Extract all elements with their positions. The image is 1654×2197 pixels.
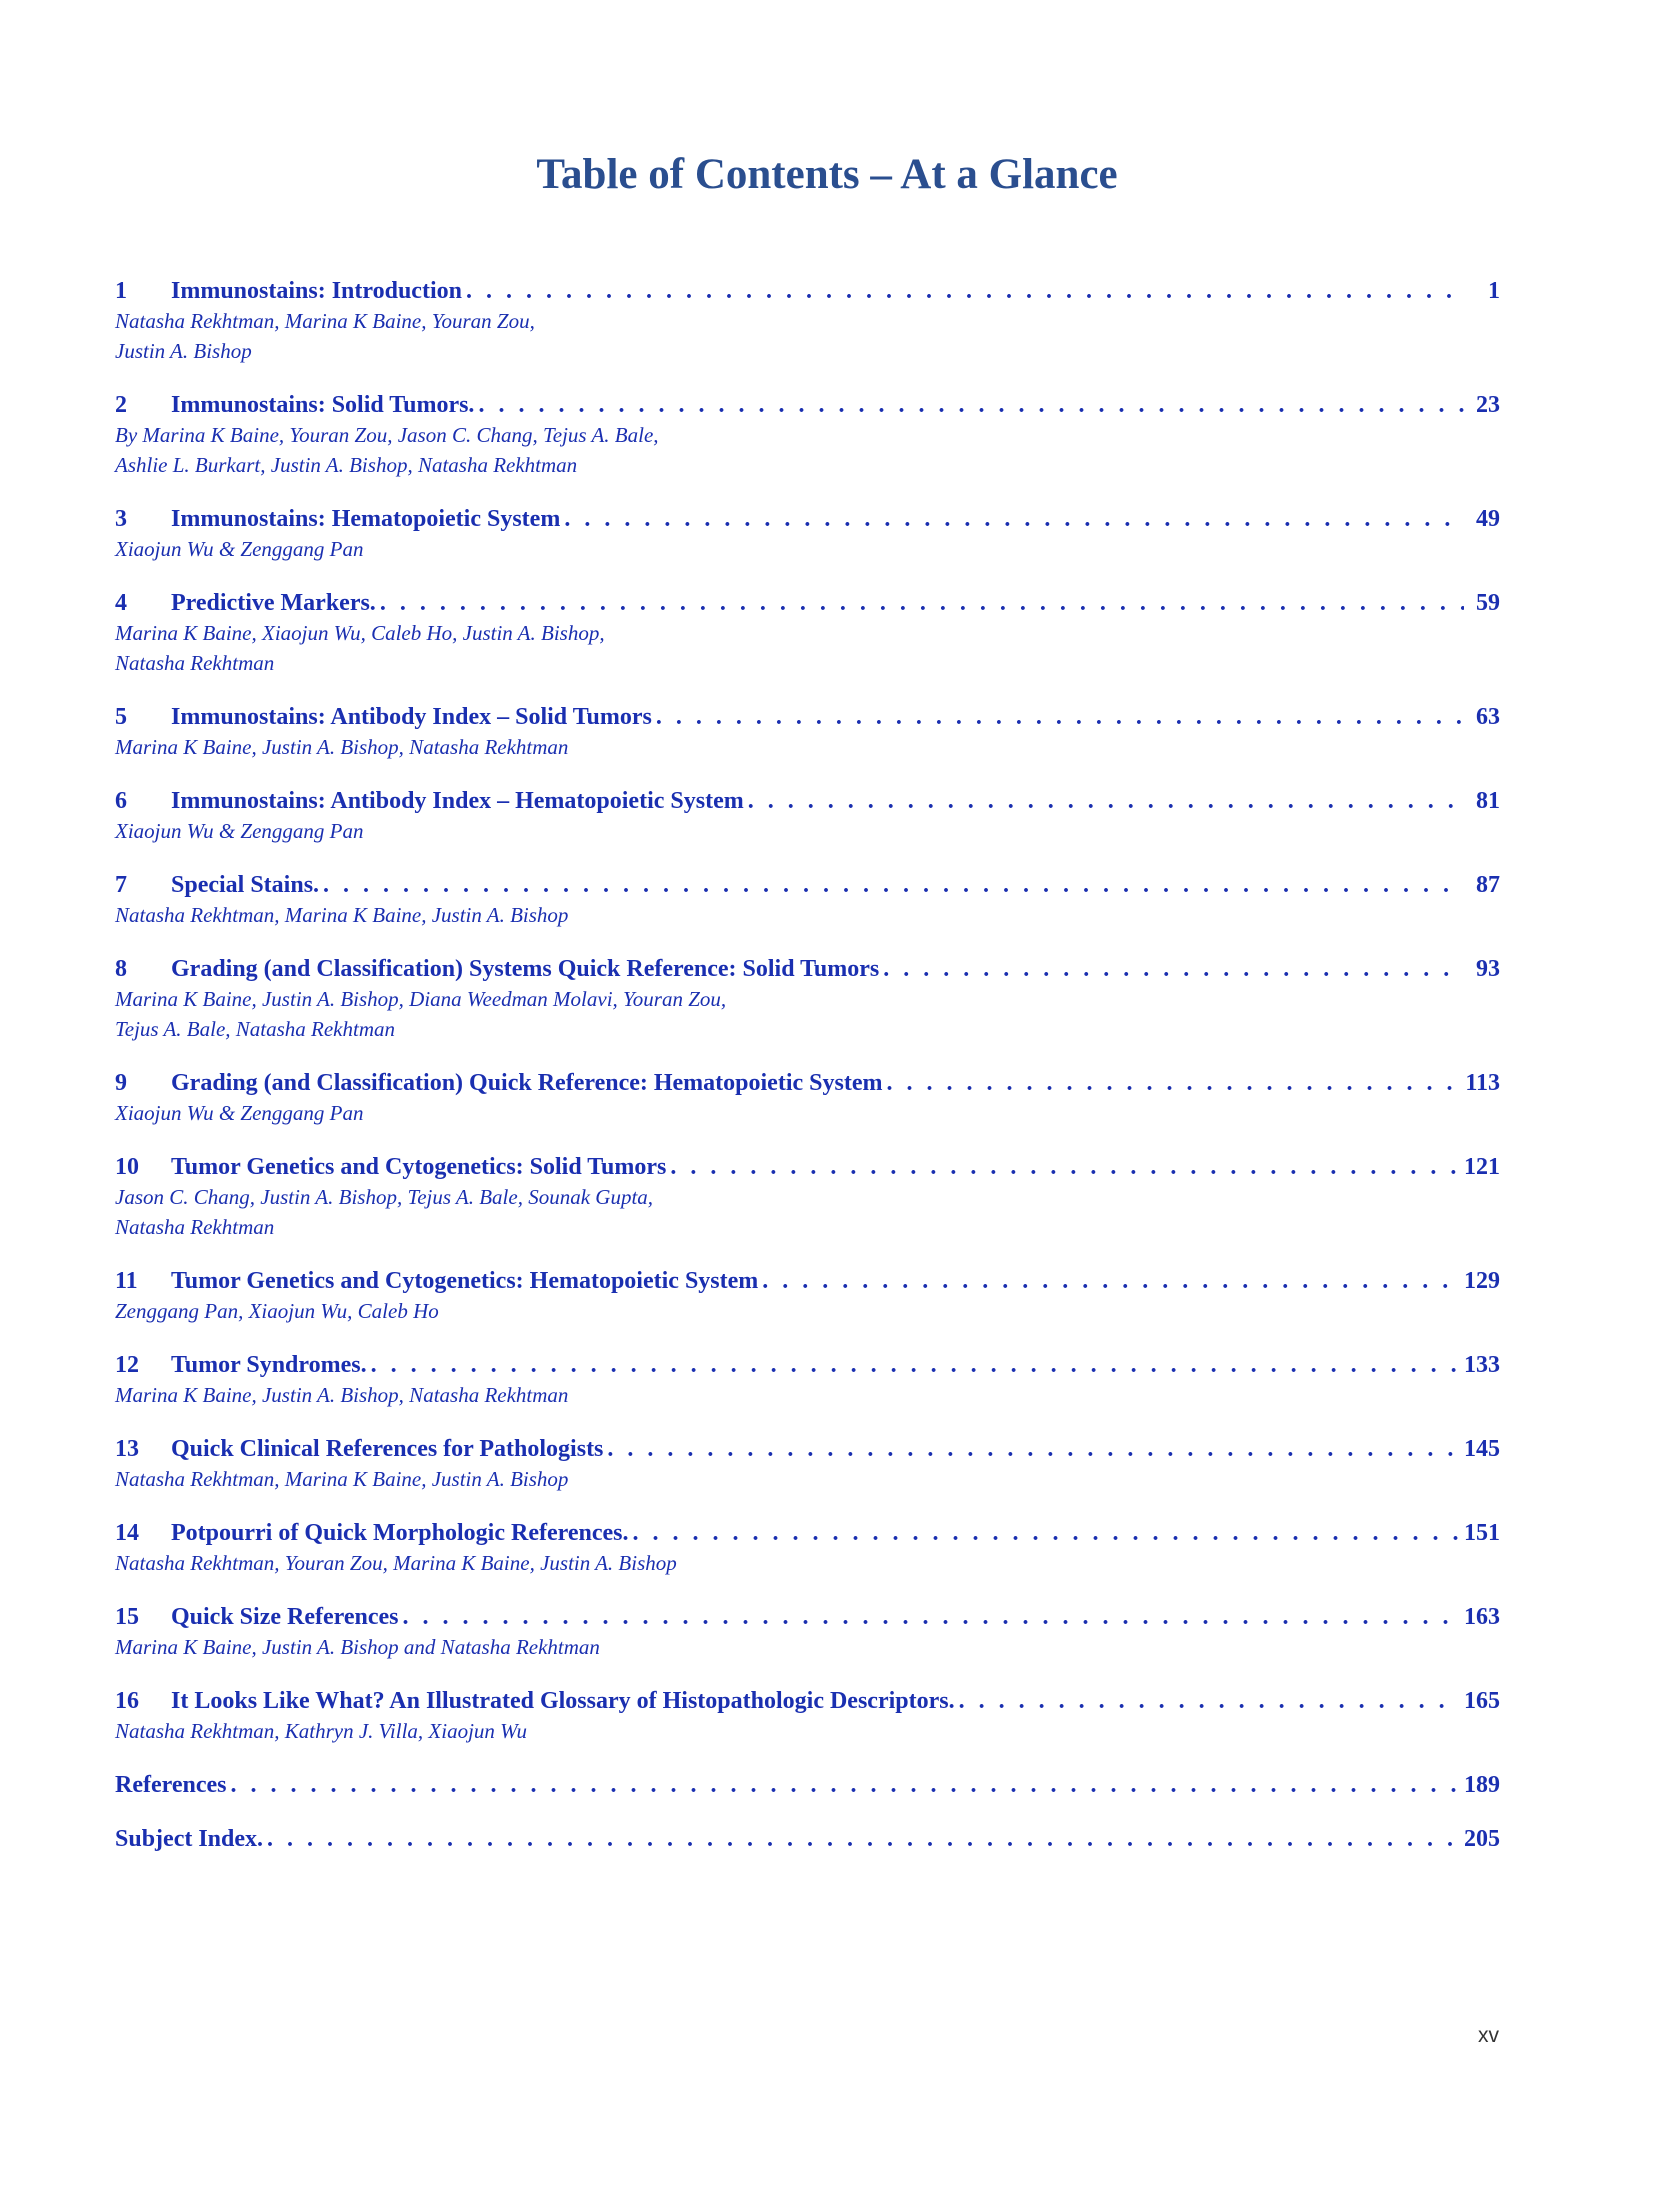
page-title: Table of Contents – At a Glance xyxy=(536,151,1118,198)
page-number[interactable]: 165 xyxy=(1464,1688,1500,1714)
dot-leader xyxy=(748,786,1464,816)
chapter-authors: Marina K Baine, Xiaojun Wu, Caleb Ho, Justin A. Bishop, Natasha Rekhtman xyxy=(115,621,605,675)
toc-entry[interactable] xyxy=(115,1518,1500,1578)
chapter-title[interactable]: Immunostains: Antibody Index – Solid Tumors xyxy=(171,704,652,730)
chapter-title[interactable]: Tumor Genetics and Cytogenetics: Hematopoietic System xyxy=(171,1268,759,1294)
chapter-authors: Natasha Rekhtman, Youran Zou, Marina K Baine, Justin A. Bishop xyxy=(115,1551,677,1575)
chapter-number: 13 xyxy=(115,1436,139,1462)
toc-entry[interactable] xyxy=(115,504,1500,564)
dot-leader xyxy=(883,954,1464,984)
chapter-authors: Xiaojun Wu & Zenggang Pan xyxy=(115,1101,364,1125)
chapter-authors: Marina K Baine, Justin A. Bishop and Natasha Rekhtman xyxy=(115,1635,600,1659)
toc-heading[interactable] xyxy=(115,1518,1500,1548)
dot-leader xyxy=(959,1686,1458,1716)
chapter-title[interactable]: Quick Clinical References for Pathologists xyxy=(171,1436,604,1462)
chapter-authors: Marina K Baine, Justin A. Bishop, Natasha Rekhtman xyxy=(115,1383,569,1407)
chapter-authors: Natasha Rekhtman, Kathryn J. Villa, Xiaojun Wu xyxy=(115,1719,527,1743)
chapter-title[interactable]: Immunostains: Solid Tumors. xyxy=(171,392,475,418)
toc-entry[interactable] xyxy=(115,276,1500,366)
dot-leader xyxy=(267,1824,1458,1854)
toc-heading[interactable] xyxy=(115,1152,1500,1182)
page-number[interactable]: 23 xyxy=(1476,392,1500,418)
toc-entry[interactable] xyxy=(115,1266,1500,1326)
chapter-number: 9 xyxy=(115,1070,127,1096)
chapter-authors: Marina K Baine, Justin A. Bishop, Natasha Rekhtman xyxy=(115,735,569,759)
chapter-authors: Xiaojun Wu & Zenggang Pan xyxy=(115,537,364,561)
dot-leader xyxy=(632,1518,1458,1548)
toc-heading[interactable] xyxy=(115,588,1500,618)
page-number[interactable]: 87 xyxy=(1476,872,1500,898)
toc-heading[interactable] xyxy=(115,276,1500,306)
dot-leader xyxy=(478,390,1464,420)
chapter-number: 12 xyxy=(115,1352,139,1378)
toc-entry[interactable] xyxy=(115,588,1500,678)
dot-leader xyxy=(607,1434,1458,1464)
page-number[interactable]: 151 xyxy=(1464,1520,1500,1546)
chapter-title[interactable]: Tumor Syndromes. xyxy=(171,1352,367,1378)
toc-heading[interactable] xyxy=(115,954,1500,984)
toc-heading[interactable] xyxy=(115,1434,1500,1464)
chapter-number: 7 xyxy=(115,872,127,898)
toc-entry-references[interactable] xyxy=(115,1770,1500,1800)
chapter-title[interactable]: Tumor Genetics and Cytogenetics: Solid Tumors xyxy=(171,1154,667,1180)
page-number[interactable]: 113 xyxy=(1465,1070,1500,1096)
dot-leader xyxy=(323,870,1464,900)
page-number[interactable]: 1 xyxy=(1488,278,1500,304)
chapter-number: 3 xyxy=(115,506,127,532)
dot-leader xyxy=(380,588,1464,618)
toc-entry[interactable] xyxy=(115,1152,1500,1242)
toc-heading[interactable] xyxy=(115,1770,1500,1800)
chapter-title[interactable]: Immunostains: Introduction xyxy=(171,278,462,304)
toc-heading[interactable] xyxy=(115,504,1500,534)
chapter-authors: By Marina K Baine, Youran Zou, Jason C. Chang, Tejus A. Bale, Ashlie L. Burkart, Justin A. Bishop, Natasha Rekhtman xyxy=(115,423,659,477)
chapter-title[interactable]: Immunostains: Hematopoietic System xyxy=(171,506,561,532)
dot-leader xyxy=(564,504,1464,534)
toc-entry-subject-index[interactable] xyxy=(115,1824,1500,1854)
dot-leader xyxy=(886,1068,1459,1098)
toc-heading[interactable] xyxy=(115,1602,1500,1632)
toc-entry[interactable] xyxy=(115,954,1500,1044)
page-number[interactable]: 121 xyxy=(1464,1154,1500,1180)
chapter-number: 2 xyxy=(115,392,127,418)
toc-heading[interactable] xyxy=(115,702,1500,732)
subject-index-title[interactable]: Subject Index. xyxy=(115,1826,264,1852)
chapter-title[interactable]: It Looks Like What? An Illustrated Glossary of Histopathologic Descriptors. xyxy=(171,1688,955,1714)
toc-entry[interactable] xyxy=(115,1686,1500,1746)
folio-page-number: xv xyxy=(1478,2024,1499,2047)
chapter-authors: Natasha Rekhtman, Marina K Baine, Justin A. Bishop xyxy=(115,1467,569,1491)
chapter-number: 6 xyxy=(115,788,127,814)
chapter-number: 1 xyxy=(115,278,127,304)
chapter-title[interactable]: Grading (and Classification) Systems Quick Reference: Solid Tumors xyxy=(171,956,880,982)
page-number[interactable]: 59 xyxy=(1476,590,1500,616)
page-number[interactable]: 205 xyxy=(1464,1826,1500,1852)
toc-heading[interactable] xyxy=(115,1824,1500,1854)
toc-heading[interactable] xyxy=(115,1266,1500,1296)
chapter-number: 5 xyxy=(115,704,127,730)
chapter-authors: Jason C. Chang, Justin A. Bishop, Tejus A. Bale, Sounak Gupta, Natasha Rekhtman xyxy=(115,1185,654,1239)
chapter-number: 15 xyxy=(115,1604,139,1630)
dot-leader xyxy=(231,1770,1459,1800)
dot-leader xyxy=(466,276,1464,306)
chapter-title[interactable]: Quick Size References xyxy=(171,1604,399,1630)
chapter-title[interactable]: Predictive Markers. xyxy=(171,590,376,616)
toc-heading[interactable] xyxy=(115,1350,1500,1380)
chapter-title[interactable]: Potpourri of Quick Morphologic References. xyxy=(171,1520,629,1546)
toc-heading[interactable] xyxy=(115,1068,1500,1098)
chapter-number: 10 xyxy=(115,1154,139,1180)
toc-entry[interactable] xyxy=(115,1068,1500,1128)
dot-leader xyxy=(403,1602,1459,1632)
page-number[interactable]: 63 xyxy=(1476,704,1500,730)
toc-entry[interactable] xyxy=(115,1434,1500,1494)
chapter-title[interactable]: Immunostains: Antibody Index – Hematopoietic System xyxy=(171,788,744,814)
dot-leader xyxy=(762,1266,1458,1296)
table-of-contents xyxy=(115,276,1500,1878)
chapter-title[interactable]: Grading (and Classification) Quick Reference: Hematopoietic System xyxy=(171,1070,883,1096)
toc-entry[interactable] xyxy=(115,390,1500,480)
toc-heading[interactable] xyxy=(115,1686,1500,1716)
page-number[interactable]: 145 xyxy=(1464,1436,1500,1462)
dot-leader xyxy=(371,1350,1458,1380)
toc-entry[interactable] xyxy=(115,870,1500,930)
references-title[interactable]: References xyxy=(115,1772,227,1798)
toc-entry[interactable] xyxy=(115,1350,1500,1410)
chapter-authors: Natasha Rekhtman, Marina K Baine, Justin A. Bishop xyxy=(115,903,569,927)
chapter-title[interactable]: Special Stains. xyxy=(171,872,320,898)
chapter-number: 11 xyxy=(115,1268,138,1294)
chapter-authors: Natasha Rekhtman, Marina K Baine, Youran Zou, Justin A. Bishop xyxy=(115,309,535,363)
page-number[interactable]: 93 xyxy=(1476,956,1500,982)
dot-leader xyxy=(656,702,1464,732)
page-number[interactable]: 129 xyxy=(1464,1268,1500,1294)
page-number[interactable]: 133 xyxy=(1464,1352,1500,1378)
chapter-authors: Marina K Baine, Justin A. Bishop, Diana Weedman Molavi, Youran Zou, Tejus A. Bale, Natasha Rekhtman xyxy=(115,987,727,1041)
toc-heading[interactable] xyxy=(115,786,1500,816)
dot-leader xyxy=(670,1152,1458,1182)
chapter-authors: Zenggang Pan, Xiaojun Wu, Caleb Ho xyxy=(115,1299,439,1323)
chapter-number: 8 xyxy=(115,956,127,982)
page-number[interactable]: 49 xyxy=(1476,506,1500,532)
toc-entry[interactable] xyxy=(115,786,1500,846)
toc-entry[interactable] xyxy=(115,702,1500,762)
toc-heading[interactable] xyxy=(115,390,1500,420)
chapter-authors: Xiaojun Wu & Zenggang Pan xyxy=(115,819,364,843)
toc-heading[interactable] xyxy=(115,870,1500,900)
chapter-number: 4 xyxy=(115,590,127,616)
page-number[interactable]: 189 xyxy=(1464,1772,1500,1798)
page-number[interactable]: 163 xyxy=(1464,1604,1500,1630)
page-number[interactable]: 81 xyxy=(1476,788,1500,814)
chapter-number: 16 xyxy=(115,1688,139,1714)
toc-entry[interactable] xyxy=(115,1602,1500,1662)
chapter-number: 14 xyxy=(115,1520,139,1546)
